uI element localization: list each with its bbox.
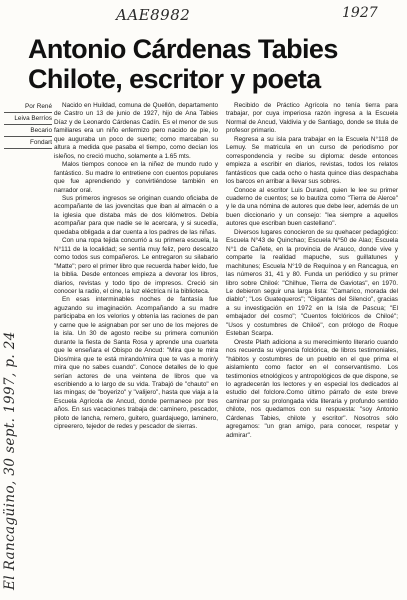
article-paragraph: Nacido en Huildad, comuna de Quellón, departamento de Castro un 13 de junio de 1927, hijo de Ana Tabies Díaz y de Leonardo Cárdenas Cadín. Es el menor de sus familiares era un niño enfermizo pero nacido de pie, lo que auguraba un poco de suerte; como marcaban su altura a medida que pasaba el tiempo, como decían los isleños, no creció mucho, solamente a 1.65 mts. <box>54 102 218 160</box>
source-margin-annotation: El Rancagüino, 30 sept. 1997, p. 24 <box>2 331 18 590</box>
article-paragraph: Malos tiempos conoce en la niñez de mundo rudo y fantástico. Su madre lo entretiene con cuentos populares que fue aprendiendo y convirtiéndose también en narrador oral. <box>54 161 218 194</box>
article-column-left <box>54 102 218 432</box>
byline <box>4 101 52 149</box>
article-paragraph: Sus primeros ingresos se originan cuando oficiaba de acompañante de las jovencitas que iban al almacén o a la iglesia que distaba más de dos kilómetros. Debía acompañar para que nadie se le acercara, y si sucedía, quedaba obligada a dar cuenta a los padres de las niñas. <box>54 194 218 236</box>
headline-line-2: Chilote, escritor y poeta <box>28 64 321 94</box>
article-paragraph: Recibido de Práctico Agrícola no tenía tierra para trabajar, por cuya imperiosa razón ingresa a la Escuela Normal de Ancud, Valdivia y de Santiago, donde se titula de profesor primario. <box>226 102 398 135</box>
catalog-code-annotation: AAE8982 <box>116 6 191 24</box>
article-paragraph: Conoce al escritor Luis Durand, quien le lee su primer cuaderno de cuentos; se lo bautiza como "Tierra de Alerce" y le da una nómina de autores que debe leer, además de un buen diccionario y un consejo: "lea siempre a aquellos autores que escriban buen castellano". <box>226 186 398 228</box>
article-column-right <box>226 102 398 440</box>
year-annotation: 1927 <box>342 5 378 21</box>
article-paragraph: Oreste Plath adiciona a su merecimiento literario cuando nos recuerda su vigencia folclórica, de libros testimoniales, "hábitos y costumbres de un pueblo en el que prima el aislamiento como factor en el conservantismo. Los testimonios etnológicos y antropológicos de que dispone, se lo agradecerán los lectores y en especial los dedicados al estudio del folclore.Como último párrafo de este breve caminar por su prolongada vida literaria y profundo sentido chilote, nos quedamos con su respuesta: "soy Antonio Cárdenas Tabies, chilote y escritor". Nosotros sólo agregamos: "un gran amigo, para conocer, respetar y admirar". <box>226 338 398 439</box>
article-paragraph: Con una ropa tejida concurrió a su primera escuela, la N°111 de la localidad; se sentía muy feliz, pero descalzo como todos sus compañeros. Le entregaron su silabario "Matte"; pero el primer libro que recuerda haber leído, fue la biblia. Desde entonces empieza a devorar los libros, diarios, revistas y todo tipo de impresos. Creció sin conocer la radio, el cine, la luz eléctrica ni la biblioteca. <box>54 237 218 295</box>
headline-line-1: Antonio Cárdenas Tabies <box>28 34 338 64</box>
article-paragraph: Diversos lugares conocieron de su quehacer pedagógico: Escuela N°43 de Quinchao; Escuela N°50 de Alao; Escuela N°1 de Cañete, en la provincia de Arauco, donde vive y comparte la realidad mapuche, sus guillatunes y machitunes; Escuela N°19 de Requínoa y en Rancagua, en las números 31, 41 y 80. Funda un periódico y su primer libro sobre Chiloé: "Chilhue, Tierra de Gaviotas", en 1970. Le debieron seguir una larga lista: "Camarico, morada del diablo"; "Los Guatequeros"; "Gigantes del Silencio", gracias a su investigación en 1972 en la Isla de Pascua; "El embajador del cosmo"; "Cuentos folclóricos de Chiloé"; "Usos y costumbres de Chiloé", con prólogo de Roque Esteban Scarpa. <box>226 228 398 338</box>
article-paragraph: En esas interminables noches de fantasía fue aguzando su imaginación. Acompañando a su madre participaba en los velorios y obtenía las raciones de pan y carne que le asignaban por ser uno de los mejores de la isla. Un 30 de agosto recibe su primera comunión durante la fiesta de Santa Rosa y aprende una cuarteta que le enseñara el Obispo de Ancud: "Mira que te mira Dios/mira que te está mirando/mira que te vas a morir/y mira que no sabes cuando". Conoce detalles de lo que serían actores de una veintena de libros que va escribiendo a lo largo de su vida. Trabajó de "chauto" en las mingas; de "boyerizo" y "valijero", hasta que viaja a la Escuela Agrícola de Ancud, donde permanece por tres años. En sus vacaciones trabaja de: caminero, pescador, piloto de lancha, remero, guitero, guardajuego, laminero, cipreerero, tejedor de redes y pescador de sierras. <box>54 296 218 431</box>
byline-line: Por René <box>4 101 52 113</box>
byline-line: Fondart <box>4 137 52 149</box>
article-paragraph: Regresa a su isla para trabajar en la Escuela N°118 de Lemuy. Se matricula en un curso de periodismo por correspondencia y recibe su diploma: desde entonces empieza a escribir en diarios, revistas, todos los relatos fantásticos que cada ocho o hasta quince días despachaba los barcos en arribar a llevar sus sobres. <box>226 135 398 186</box>
byline-line: Leiva Berríos <box>4 113 52 125</box>
byline-line: Becario <box>4 125 52 137</box>
